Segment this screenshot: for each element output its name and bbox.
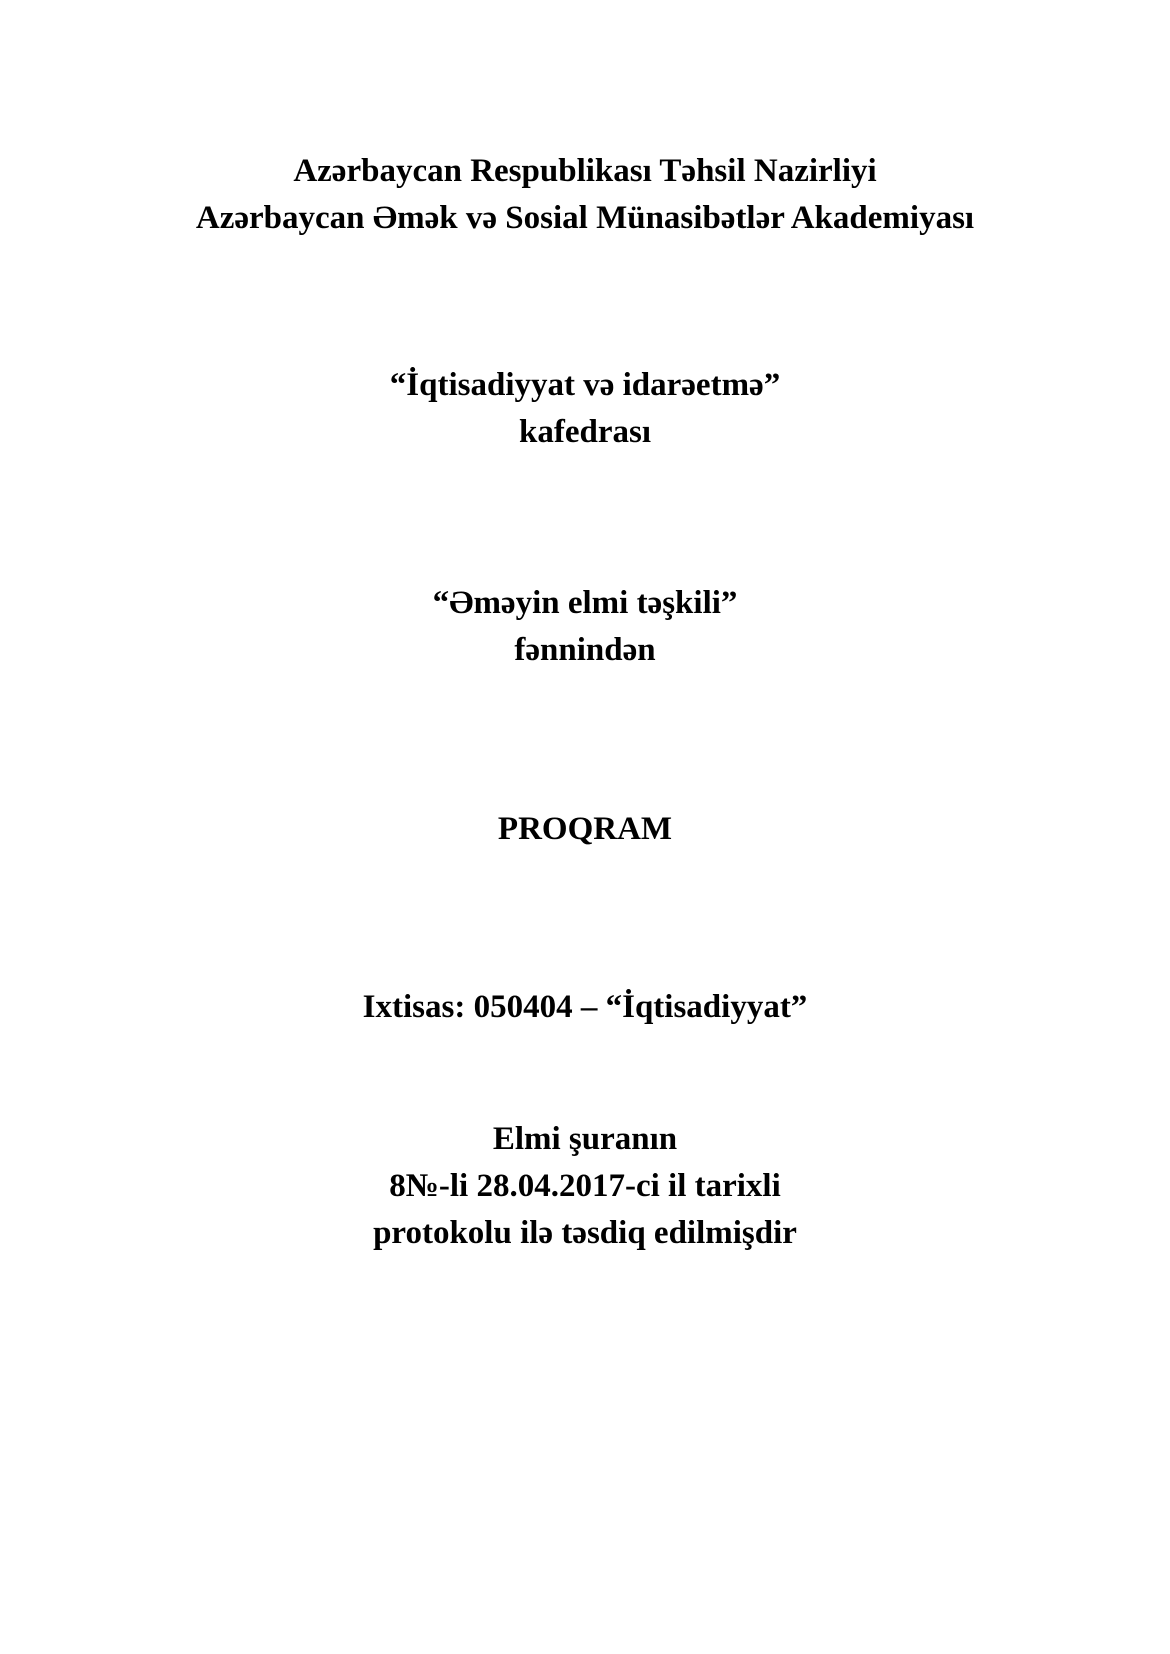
document-type-title [0, 806, 1170, 853]
academy-title: Azərbaycan Əmək və Sosial Münasibətlər Akademiyası [195, 200, 975, 236]
approval-section [0, 1116, 1170, 1257]
page-title: PROQRAM [497, 811, 673, 847]
specialty-section [0, 984, 1170, 1031]
specialty-line: Ixtisas: 050404 – “İqtisadiyyat” [362, 989, 808, 1025]
department-section [0, 362, 1170, 456]
subject-section [0, 580, 1170, 674]
approval-protocol-line: 8№-li 28.04.2017-ci il tarixli [389, 1168, 781, 1204]
department-name: “İqtisadiyyat və idarəetmə” [389, 367, 781, 403]
approval-confirmation-line: protokolu ilə təsdiq edilmişdir [373, 1215, 797, 1251]
ministry-title: Azərbaycan Respublikası Təhsil Nazirliyi [293, 153, 877, 189]
subject-label: fənnindən [514, 632, 656, 668]
subject-name: “Əməyin elmi təşkili” [432, 585, 738, 621]
approval-council-line: Elmi şuranın [492, 1121, 678, 1157]
department-label: kafedrası [519, 414, 651, 450]
ministry-header [0, 148, 1170, 242]
